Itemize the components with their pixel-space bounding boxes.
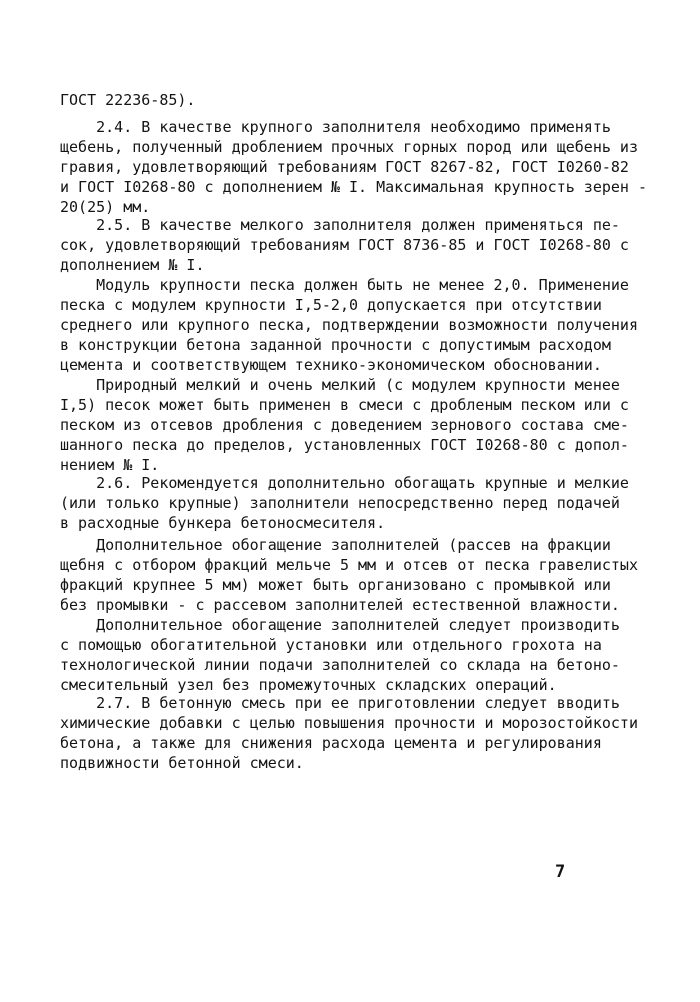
text-line: 2.4. В качестве крупного заполнителя необходимо применять [60,118,611,136]
text-line: в расходные бункера бетоносмесителя. [60,514,386,532]
text-line: химические добавки с целью повышения прочности и морозостойкости [60,714,638,732]
text-line: 2.7. В бетонную смесь при ее приготовлении следует вводить [60,694,620,712]
text-line: подвижности бетонной смеси. [60,754,304,772]
text-line: I,5) песок может быть применен в смеси с дробленым песком или с [60,396,629,414]
text-line: среднего или крупного песка, подтверждении возможности получения [60,316,638,334]
text-line: технологической линии подачи заполнителей со склада на бетоно- [60,656,620,674]
text-line: Дополнительное обогащение заполнителей следует производить [60,616,620,634]
text-line: песком из отсевов дробления с доведением зернового состава сме- [60,416,629,434]
text-line: гравия, удовлетворяющий требованиям ГОСТ 8267-82, ГОСТ I0260-82 [60,158,629,176]
text-line: и ГОСТ I0268-80 с дополнением № I. Максимальная крупность зерен - [60,178,647,196]
text-line: фракций крупнее 5 мм) может быть организовано с промывкой или [60,576,611,594]
text-line: с помощью обогатительной установки или отдельного грохота на [60,636,602,654]
text-line: 2.6. Рекомендуется дополнительно обогащать крупные и мелкие [60,474,629,492]
text-line: щебень, полученный дроблением прочных горных пород или щебень из [60,138,638,156]
text-line: 2.5. В качестве мелкого заполнителя должен применяться пе- [60,216,620,234]
text-line: Природный мелкий и очень мелкий (с модулем крупности менее [60,376,620,394]
text-line: нением № I. [60,456,160,474]
page-number: 7 [555,862,566,882]
text-line: песка с модулем крупности I,5-2,0 допускается при отсутствии [60,296,602,314]
text-line: (или только крупные) заполнители непосредственно перед подачей [60,494,620,512]
text-line: сок, удовлетворяющий требованиям ГОСТ 8736-85 и ГОСТ I0268-80 с [60,236,629,254]
text-line: смесительный узел без промежуточных складских операций. [60,676,557,694]
text-line: Модуль крупности песка должен быть не менее 2,0. Применение [60,276,629,294]
text-line: дополнением № I. [60,256,205,274]
text-line: 20(25) мм. [60,198,151,216]
text-line: бетона, а также для снижения расхода цемента и регулирования [60,734,602,752]
text-line: Дополнительное обогащение заполнителей (рассев на фракции [60,536,611,554]
text-line: щебня с отбором фракций мельче 5 мм и отсев от песка гравелистых [60,556,638,574]
text-line: в конструкции бетона заданной прочности с допустимым расходом [60,336,611,354]
text-line: без промывки - с рассевом заполнителей естественной влажности. [60,596,620,614]
text-line: цемента и соответствующем технико-экономическом обосновании. [60,356,602,374]
text-line: шанного песка до пределов, установленных ГОСТ I0268-80 с допол- [60,436,629,454]
text-line: ГОСТ 22236-85). [60,91,196,109]
